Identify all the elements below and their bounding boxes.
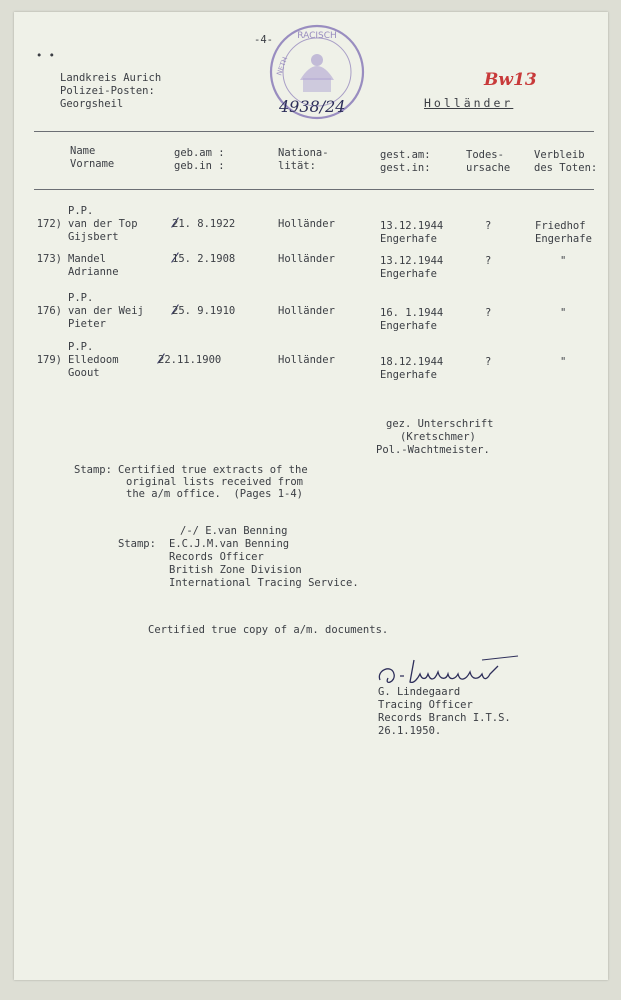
row-first-name: Goout xyxy=(68,367,100,379)
tracing-officer-name: G. Lindegaard xyxy=(378,686,461,698)
column-header-line: des Toten: xyxy=(534,162,598,174)
column-header-nationality xyxy=(278,147,329,173)
column-header-line: gest.in: xyxy=(380,162,431,174)
column-header-line: Vorname xyxy=(70,158,115,170)
row-death-date: 18.12.1944 xyxy=(380,356,444,368)
header-rule-bottom xyxy=(34,189,594,190)
stamp-text-line: original lists received from xyxy=(126,476,304,488)
document-page xyxy=(14,12,608,980)
row-surname: Mandel xyxy=(68,253,106,265)
svg-text:NETH: NETH xyxy=(275,55,290,77)
svg-text:RACISCH: RACISCH xyxy=(297,31,337,41)
row-first-name: Gijsbert xyxy=(68,231,119,243)
row-number: 173) xyxy=(36,253,62,265)
stamp-text-line: the a/m office. (Pages 1-4) xyxy=(126,488,304,500)
row-prefix: P.P. xyxy=(68,341,94,353)
row-nationality: Holländer xyxy=(278,218,335,230)
row-cause: ? xyxy=(485,356,492,368)
district-label: Landkreis Aurich xyxy=(60,72,162,84)
row-remains-place: Engerhafe xyxy=(535,233,592,245)
signature-rank: Pol.-Wachtmeister. xyxy=(376,444,490,456)
row-birth-date: 15. 2.1908 xyxy=(172,253,236,265)
page-marker: -4- xyxy=(254,34,273,46)
row-cause: ? xyxy=(485,255,492,267)
stamp-label: Stamp: xyxy=(74,464,112,476)
officer-name: E.C.J.M.van Benning xyxy=(169,538,290,550)
column-header-line: ursache xyxy=(466,162,511,174)
officer-signed: /-/ E.van Benning xyxy=(180,525,288,537)
row-prefix: P.P. xyxy=(68,292,94,304)
row-death-place: Engerhafe xyxy=(380,268,437,280)
row-prefix: P.P. xyxy=(68,205,94,217)
row-death-place: Engerhafe xyxy=(380,233,437,245)
row-cause: ? xyxy=(485,307,492,319)
row-death-date: 13.12.1944 xyxy=(380,255,444,267)
row-nationality: Holländer xyxy=(278,305,335,317)
row-number: 172) xyxy=(36,218,62,230)
officer-title: Records Officer xyxy=(169,551,264,563)
row-remains: Friedhof xyxy=(535,220,586,232)
column-header-line: Todes- xyxy=(466,149,504,161)
tracing-officer-branch: Records Branch I.T.S. xyxy=(378,712,511,724)
handwritten-reference-number: 4938/24 xyxy=(279,97,346,116)
signature-line: gez. Unterschrift xyxy=(386,418,494,430)
stamp-text-line: Certified true extracts of the xyxy=(118,464,308,476)
row-remains: " xyxy=(560,356,567,368)
column-header-born xyxy=(174,147,225,173)
row-death-place: Engerhafe xyxy=(380,320,437,332)
column-header-line: Verbleib xyxy=(534,149,585,161)
column-header-remains xyxy=(534,149,597,175)
row-birth-date: 22.11.1900 xyxy=(158,354,222,366)
row-first-name: Adrianne xyxy=(68,266,119,278)
row-nationality: Holländer xyxy=(278,354,335,366)
red-pencil-mark: Bw13 xyxy=(484,70,537,90)
officer-division: British Zone Division xyxy=(169,564,302,576)
row-surname: van der Weij xyxy=(68,305,144,317)
row-number: 176) xyxy=(36,305,62,317)
row-number: 179) xyxy=(36,354,62,366)
row-birth-date: 25. 9.1910 xyxy=(172,305,236,317)
tracing-officer-title: Tracing Officer xyxy=(378,699,473,711)
certified-copy-note: Certified true copy of a/m. documents. xyxy=(148,624,389,636)
list-title: Holländer xyxy=(424,96,514,110)
police-post-label: Polizei-Posten: xyxy=(60,85,155,97)
corner-marks: • • xyxy=(36,50,55,62)
column-header-line: geb.am : xyxy=(174,147,225,159)
row-birth-date: 21. 8.1922 xyxy=(172,218,236,230)
row-death-date: 13.12.1944 xyxy=(380,220,444,232)
column-header-name xyxy=(70,145,114,171)
column-header-line: Nationa- xyxy=(278,147,329,159)
row-death-place: Engerhafe xyxy=(380,369,437,381)
row-surname: Elledoom xyxy=(68,354,119,366)
column-header-cause xyxy=(466,149,510,175)
town-label: Georgsheil xyxy=(60,98,124,110)
row-surname: van der Top xyxy=(68,218,138,230)
row-remains: " xyxy=(560,307,567,319)
row-death-date: 16. 1.1944 xyxy=(380,307,444,319)
column-header-line: gest.am: xyxy=(380,149,431,161)
tracing-officer-date: 26.1.1950. xyxy=(378,725,442,737)
row-remains: " xyxy=(560,255,567,267)
column-header-line: lität: xyxy=(278,160,316,172)
row-cause: ? xyxy=(485,220,492,232)
signature-name: (Kretschmer) xyxy=(400,431,476,443)
header-rule-top xyxy=(34,131,594,132)
column-header-died xyxy=(380,149,431,175)
row-first-name: Pieter xyxy=(68,318,106,330)
row-nationality: Holländer xyxy=(278,253,335,265)
officer-service: International Tracing Service. xyxy=(169,577,359,589)
column-header-line: geb.in : xyxy=(174,160,225,172)
stamp-label: Stamp: xyxy=(118,538,156,550)
column-header-line: Name xyxy=(70,145,96,157)
